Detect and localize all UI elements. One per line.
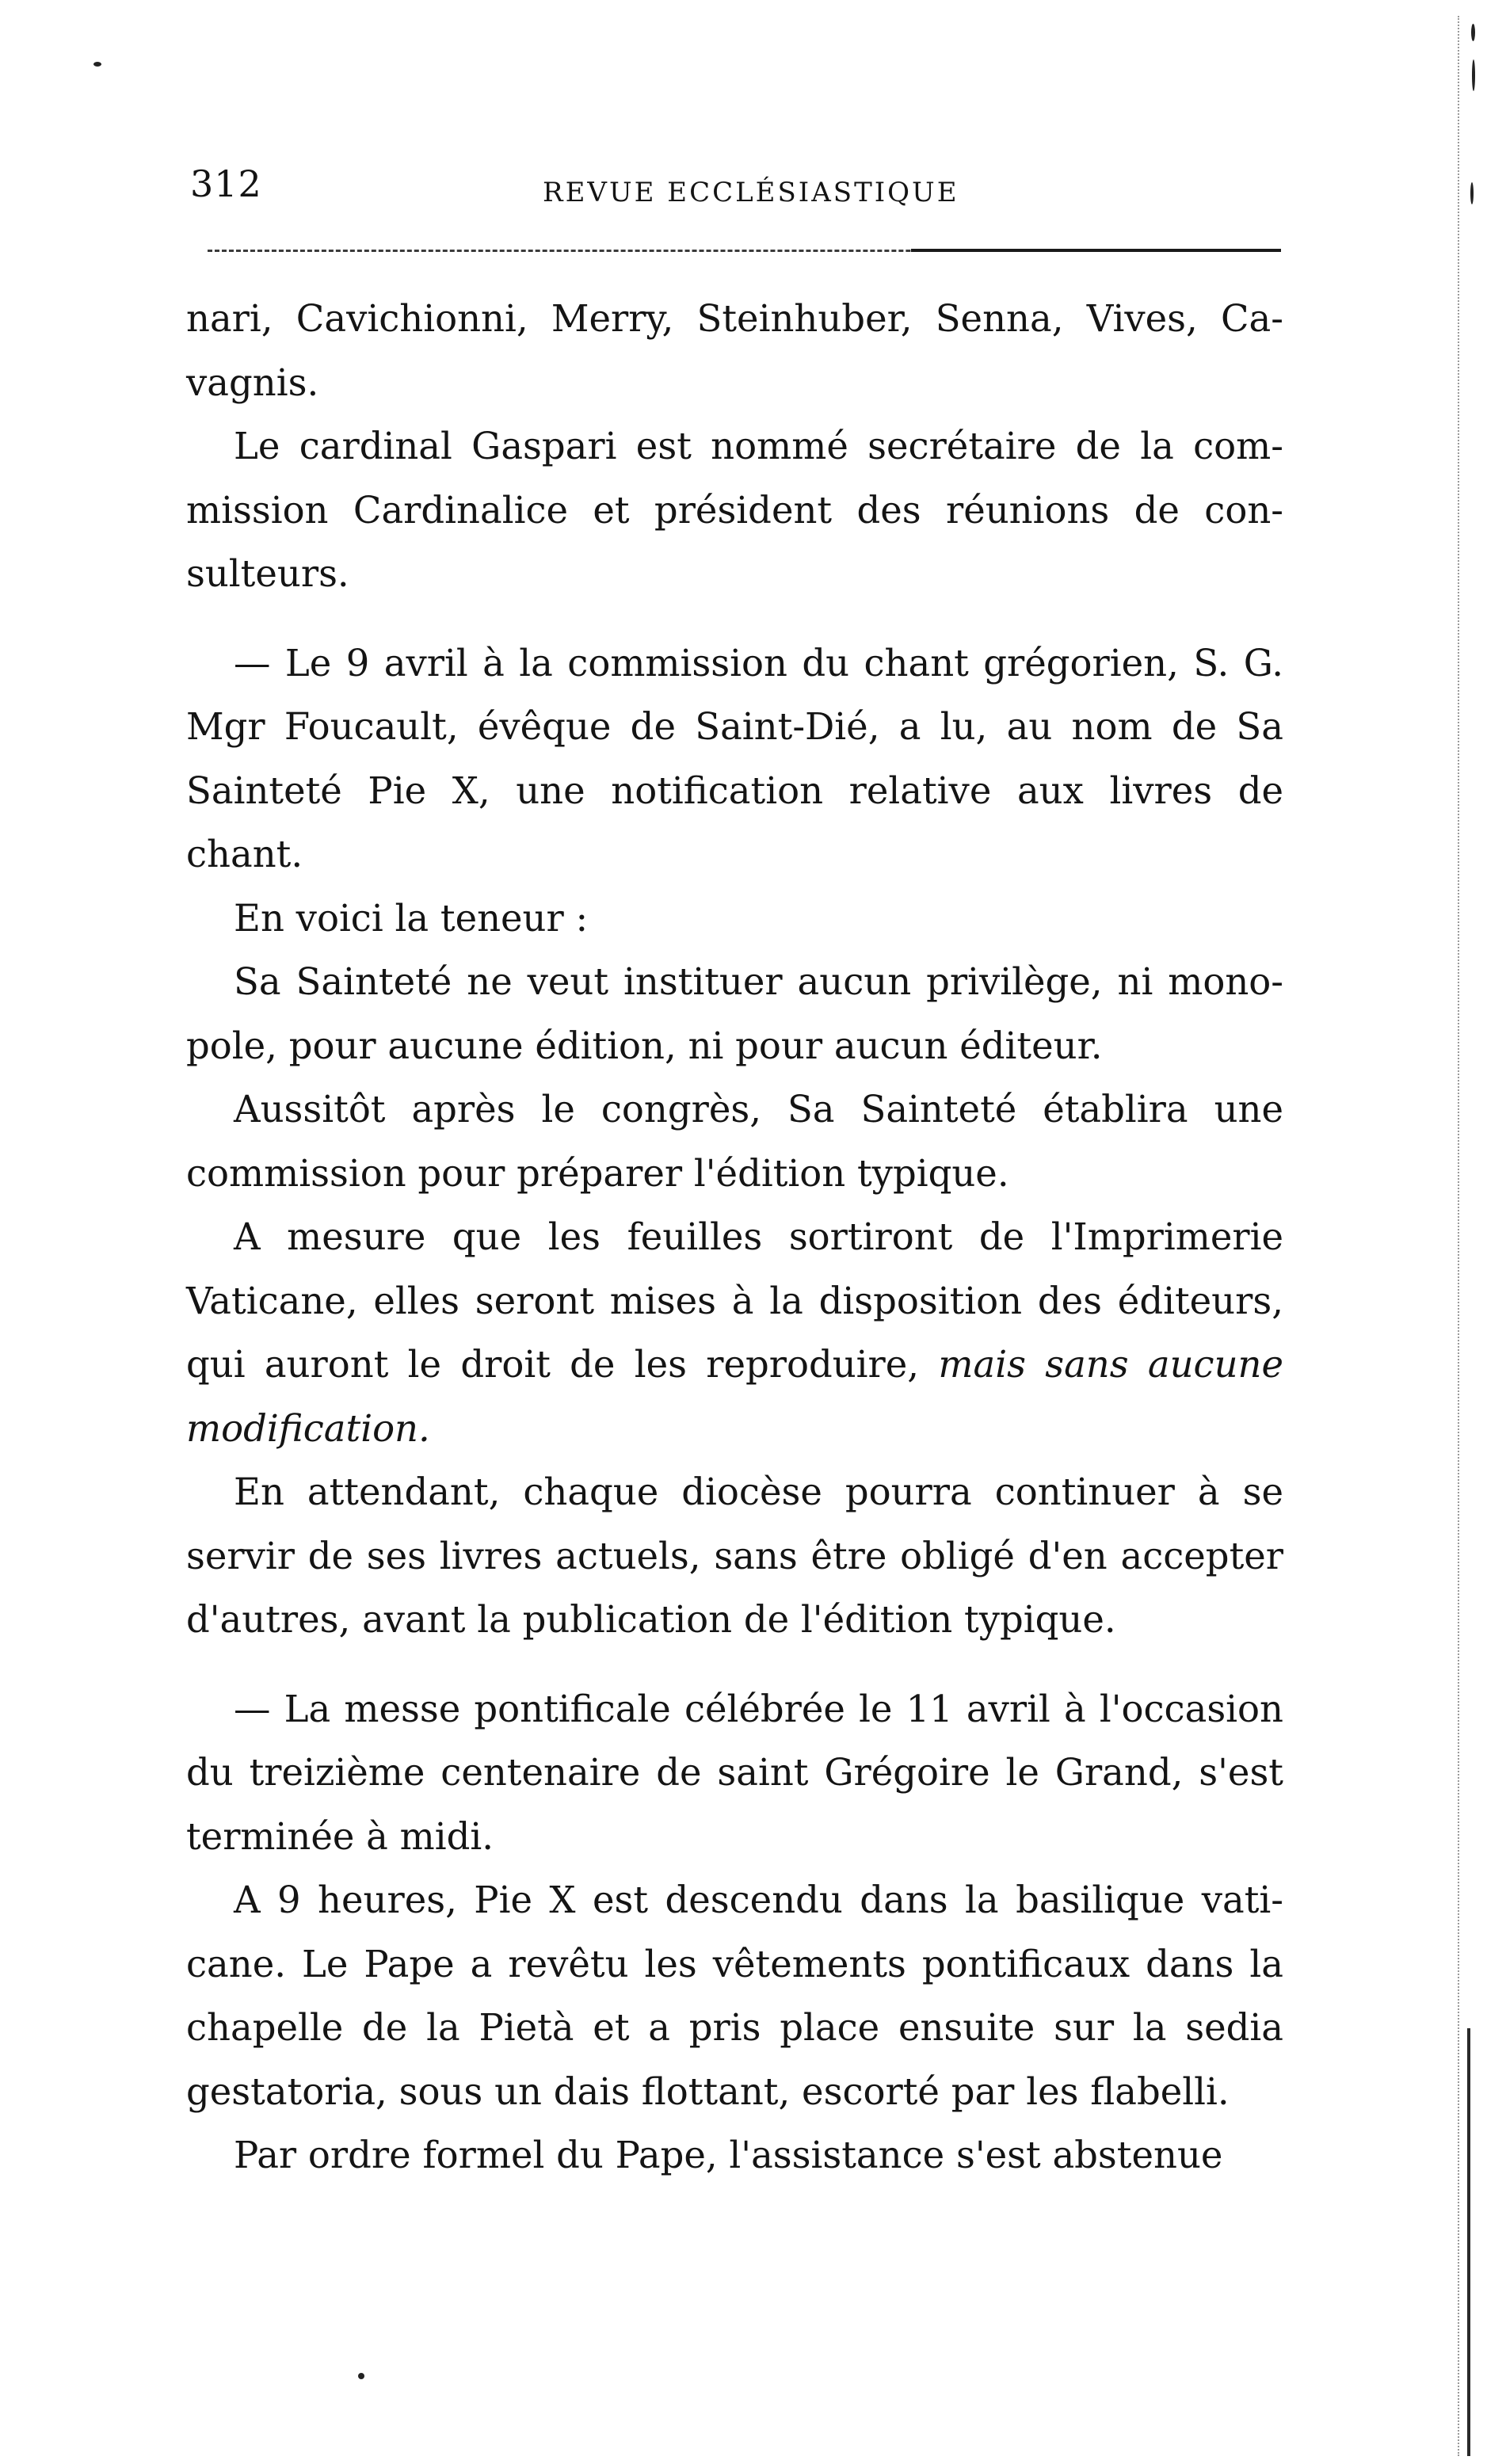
paragraph-7-italic: mais sans aucune modification. (186, 1343, 1283, 1450)
paragraph-7 (186, 1205, 1283, 1460)
paragraph-5: Sa Sainteté ne veut instituer aucun privilège, ni monopole, pour aucune édition, ni pour aucun éditeur. (186, 960, 1283, 1067)
paragraph-10: A 9 heures, Pie X est descendu dans la basilique vaticane. Le Pape a revêtu les vêtements pontificaux dans la chapelle de la Pietà et a pris place ensuite sur la sedia gestatoria, sous un dais flottant, escorté par les flabelli. (186, 1879, 1283, 2113)
speck-bottom (358, 2373, 364, 2379)
page-header (190, 154, 1283, 226)
paragraph-4: En voici la teneur : (234, 896, 589, 940)
paragraph-1: nari, Cavichionni, Merry, Steinhuber, Senna, Vives, Cavagnis. (186, 297, 1283, 404)
body-text (186, 287, 1283, 2187)
page-number: 312 (190, 162, 262, 205)
scan-binding-edge (1467, 2028, 1470, 2456)
speck-right-1 (1471, 24, 1475, 41)
paragraph-3: — Le 9 avril à la commission du chant grégorien, S. G. Mgr Foucault, évêque de Saint-Dié, a lu, au nom de Sa Sainteté Pie X, une notification relative aux livres de chant. (186, 641, 1283, 875)
speck-top-left (93, 62, 101, 67)
paragraph-11: Par ordre formel du Pape, l'assistance s'est abstenue (234, 2134, 1223, 2176)
paragraph-6: Aussitôt après le congrès, Sa Sainteté établira une commission pour préparer l'édition typique. (186, 1088, 1283, 1195)
paragraph-8: En attendant, chaque diocèse pourra continuer à se servir de ses livres actuels, sans être obligé d'en accepter d'autres, avant la publication de l'édition typique. (186, 1470, 1283, 1641)
paragraph-2: Le cardinal Gaspari est nommé secrétaire de la commission Cardinalice et président des réunions de consulteurs. (186, 425, 1283, 595)
paragraph-9: — La messe pontificale célébrée le 11 avril à l'occasion du treizième centenaire de saint Grégoire le Grand, s'est terminée à midi. (186, 1687, 1283, 1858)
scan-edge-artifact (1458, 16, 1459, 2456)
running-head: REVUE ECCLÉSIASTIQUE (543, 177, 959, 208)
speck-right-2 (1472, 59, 1475, 91)
speck-right-3 (1470, 182, 1474, 204)
paragraph-7-text: A mesure que les feuilles sortiront de l'Imprimerie Vaticane, elles seront mises à la disposition des éditeurs, qui auront le droit de les reproduire, (186, 1215, 1283, 1386)
header-rule-solid (911, 249, 1281, 252)
